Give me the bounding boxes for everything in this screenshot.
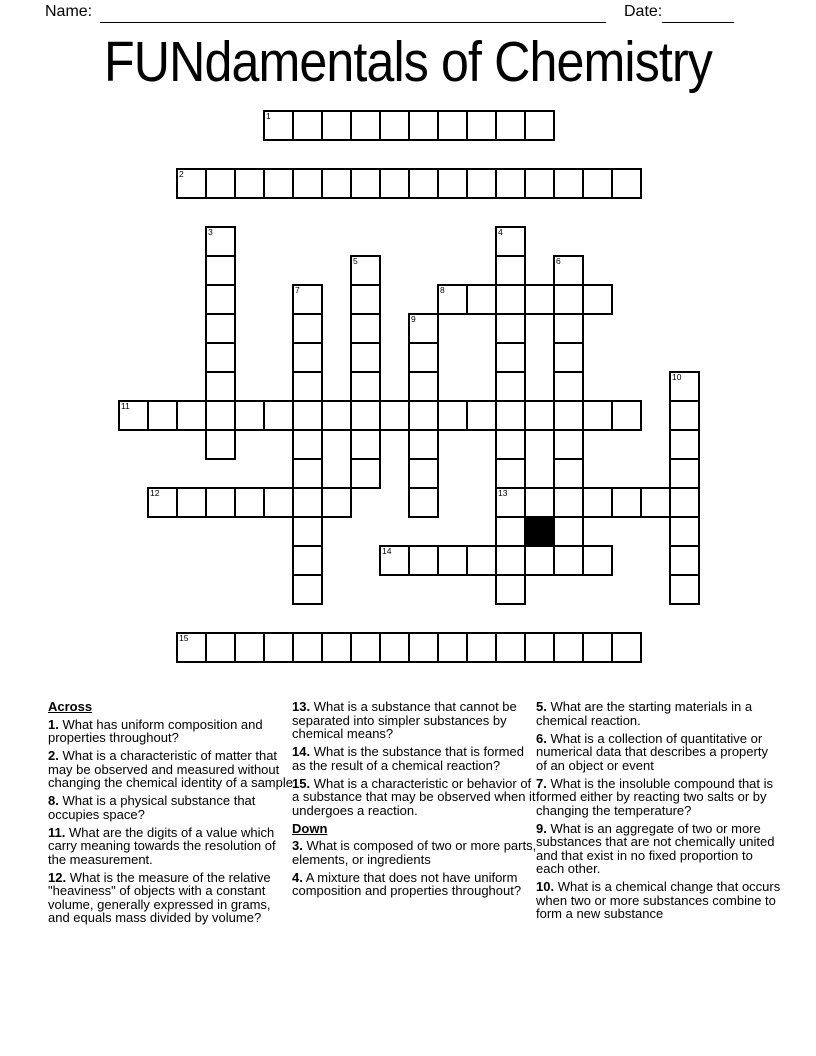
grid-cell: [611, 632, 642, 663]
grid-cell-number: 3: [208, 227, 213, 237]
clue-5: [536, 700, 781, 727]
grid-cell-number: 9: [411, 314, 416, 324]
grid-cell: [495, 632, 526, 663]
clue-text: What is the substance that is formed as the result of a chemical reaction?: [292, 744, 524, 773]
clue-number: 3.: [292, 838, 303, 853]
grid-cell-number: 12: [150, 488, 160, 498]
grid-cell: [147, 487, 178, 518]
grid-cell: [611, 400, 642, 431]
clue-3: [292, 839, 537, 866]
grid-cell: [553, 342, 584, 373]
grid-cell: [292, 110, 323, 141]
grid-cell: [495, 545, 526, 576]
grid-cell: [466, 632, 497, 663]
grid-cell: [408, 342, 439, 373]
grid-cell: [350, 342, 381, 373]
grid-cell: [147, 400, 178, 431]
grid-cell-number: 4: [498, 227, 503, 237]
clue-text: What is the insoluble compound that is formed either by reacting two salts or by changing the temperature?: [536, 775, 774, 818]
grid-cell: [350, 458, 381, 489]
clue-number: 11.: [48, 824, 66, 840]
grid-cell: [495, 168, 526, 199]
name-label: Name:: [45, 3, 93, 20]
grid-cell: [379, 168, 410, 199]
clue-text: What is a substance that cannot be separated into simpler substances by chemical means?: [292, 699, 517, 741]
grid-cell: [350, 632, 381, 663]
grid-cell: [437, 284, 468, 315]
grid-cell: [379, 110, 410, 141]
grid-cell-number: 10: [672, 372, 682, 382]
clue-text: What is the measure of the relative "heaviness" of objects with a constant volume, generally expressed in grams, and equals mass divided by volume?: [48, 869, 271, 925]
grid-cell: [553, 516, 584, 547]
grid-cell: [495, 255, 526, 286]
clue-heading-across: Across: [48, 699, 93, 714]
grid-cell: [437, 110, 468, 141]
grid-cell-number: 5: [353, 256, 358, 266]
grid-cell-number: 13: [498, 488, 508, 498]
grid-cell: [350, 168, 381, 199]
grid-cell: [553, 400, 584, 431]
grid-cell: [553, 545, 584, 576]
grid-cell: [553, 371, 584, 402]
grid-cell: [437, 400, 468, 431]
grid-cell: [292, 632, 323, 663]
grid-cell: [553, 168, 584, 199]
grid-cell: [408, 487, 439, 518]
clue-text: What is composed of two or more parts, elements, or ingredients: [292, 838, 537, 867]
clue-number: 9.: [536, 820, 547, 836]
clue-13: [292, 700, 537, 741]
grid-cell: [553, 284, 584, 315]
grid-cell: [350, 313, 381, 344]
grid-cell: [205, 168, 236, 199]
grid-cell: [292, 516, 323, 547]
clue-number: 1.: [48, 716, 59, 732]
grid-cell: [669, 545, 700, 576]
page-title: FUNdamentals of Chemistry: [104, 30, 712, 94]
grid-cell: [205, 255, 236, 286]
grid-cell: [350, 371, 381, 402]
grid-cell: [408, 110, 439, 141]
grid-cell: [495, 400, 526, 431]
grid-cell: [408, 371, 439, 402]
date-label: Date:: [624, 3, 663, 20]
grid-cell: [524, 400, 555, 431]
grid-cell: [495, 313, 526, 344]
grid-cell: [292, 574, 323, 605]
grid-cell: [292, 458, 323, 489]
grid-cell: [582, 545, 613, 576]
grid-cell: [495, 429, 526, 460]
grid-cell: [669, 458, 700, 489]
grid-cell: [408, 458, 439, 489]
clue-10: [536, 880, 781, 921]
grid-cell: [292, 487, 323, 518]
clue-column-down: [536, 700, 781, 925]
clue-number: 15.: [292, 775, 311, 791]
clue-text: What is a collection of quantitative or numerical data that describes a property of an object or event: [536, 730, 768, 773]
clue-text: A mixture that does not have uniform composition and properties throughout?: [292, 869, 522, 898]
clue-number: 6.: [536, 730, 547, 746]
grid-cell-number: 7: [295, 285, 300, 295]
clue-column-across: [48, 700, 293, 929]
grid-cell: [176, 632, 207, 663]
grid-cell: [553, 487, 584, 518]
grid-cell: [582, 632, 613, 663]
clue-column-middle: [292, 700, 537, 902]
grid-cell: [292, 168, 323, 199]
grid-cell: [234, 487, 265, 518]
clue-number: 2.: [48, 748, 59, 763]
grid-cell: [350, 284, 381, 315]
grid-cell: [205, 632, 236, 663]
clue-number: 8.: [48, 793, 59, 808]
grid-cell: [176, 487, 207, 518]
clue-15: [292, 777, 537, 818]
grid-cell-number: 2: [179, 169, 184, 179]
grid-cell: [611, 168, 642, 199]
grid-cell: [582, 487, 613, 518]
grid-cell: [669, 516, 700, 547]
grid-cell: [669, 574, 700, 605]
clue-text: What is a chemical change that occurs when two or more substances combine to form a new substance: [536, 879, 781, 921]
grid-cell: [205, 313, 236, 344]
clue-6: [536, 732, 781, 773]
grid-cell: [350, 255, 381, 286]
grid-cell: [495, 110, 526, 141]
grid-cell: [408, 429, 439, 460]
grid-cell: [234, 168, 265, 199]
clue-number: 13.: [292, 699, 311, 714]
grid-cell: [524, 632, 555, 663]
clue-12: [48, 871, 293, 925]
clue-number: 10.: [536, 879, 555, 894]
grid-cell-number: 6: [556, 256, 561, 266]
clue-number: 4.: [292, 869, 303, 885]
grid-cell: [524, 284, 555, 315]
grid-cell: [205, 284, 236, 315]
grid-cell: [292, 313, 323, 344]
grid-cell: [176, 400, 207, 431]
grid-cell: [292, 400, 323, 431]
grid-cell-number: 11: [121, 401, 130, 411]
grid-cell: [292, 429, 323, 460]
grid-cell: [379, 545, 410, 576]
clue-1: [48, 718, 293, 745]
grid-cell: [292, 371, 323, 402]
grid-cell: [292, 284, 323, 315]
grid-cell: [292, 545, 323, 576]
grid-cell: [582, 284, 613, 315]
grid-cell: [321, 400, 352, 431]
grid-cell: [495, 226, 526, 257]
clue-9: [536, 822, 781, 876]
grid-cell-number: 8: [440, 285, 445, 295]
grid-cell: [524, 545, 555, 576]
clue-number: 14.: [292, 744, 311, 759]
grid-cell: [495, 574, 526, 605]
grid-cell: [379, 400, 410, 431]
grid-cell: [669, 400, 700, 431]
grid-cell: [205, 226, 236, 257]
clue-text: What are the starting materials in a chemical reaction.: [536, 699, 753, 728]
grid-cell: [437, 632, 468, 663]
grid-cell: [263, 168, 294, 199]
grid-cell: [466, 284, 497, 315]
clue-11: [48, 826, 293, 867]
clue-text: What is a characteristic or behavior of a substance that may be observed when it undergoes a reaction.: [292, 775, 536, 818]
clue-7: [536, 777, 781, 818]
grid-cell: [669, 429, 700, 460]
clue-number: 12.: [48, 869, 67, 885]
grid-cell: [466, 545, 497, 576]
grid-cell: [321, 632, 352, 663]
grid-cell: [611, 487, 642, 518]
grid-cell: [437, 168, 468, 199]
grid-cell: [205, 487, 236, 518]
grid-cell: [176, 168, 207, 199]
clue-text: What has uniform composition and properties throughout?: [48, 716, 263, 745]
clue-text: What is a characteristic of matter that may be observed and measured without changing the chemical identity of a sample: [48, 748, 293, 790]
grid-cell-black: [524, 516, 555, 547]
grid-cell: [263, 632, 294, 663]
grid-cell: [495, 342, 526, 373]
grid-cell: [263, 487, 294, 518]
grid-cell: [234, 632, 265, 663]
grid-cell: [205, 429, 236, 460]
grid-cell: [437, 545, 468, 576]
clue-8: [48, 794, 293, 821]
grid-cell: [350, 110, 381, 141]
grid-cell: [640, 487, 671, 518]
grid-cell: [350, 429, 381, 460]
grid-cell: [118, 400, 149, 431]
grid-cell: [524, 168, 555, 199]
grid-cell: [582, 400, 613, 431]
grid-cell: [466, 110, 497, 141]
clue-14: [292, 745, 537, 772]
grid-cell: [234, 400, 265, 431]
grid-cell: [495, 516, 526, 547]
clue-4: [292, 871, 537, 898]
grid-cell: [321, 487, 352, 518]
grid-cell: [582, 168, 613, 199]
grid-cell: [553, 632, 584, 663]
grid-cell: [495, 487, 526, 518]
clue-2: [48, 749, 293, 790]
date-blank-line: [662, 2, 734, 23]
grid-cell: [553, 255, 584, 286]
grid-cell: [350, 400, 381, 431]
clue-text: What is an aggregate of two or more substances that are not chemically united and that exist in no fixed proportion to each other.: [536, 820, 775, 876]
clue-number: 5.: [536, 699, 547, 714]
grid-cell: [495, 284, 526, 315]
grid-cell: [553, 429, 584, 460]
clue-text: What are the digits of a value which carry meaning towards the resolution of the measurement.: [48, 824, 276, 867]
grid-cell: [669, 487, 700, 518]
grid-cell: [379, 632, 410, 663]
name-blank-line: [100, 2, 606, 23]
grid-cell: [205, 400, 236, 431]
grid-cell-number: 15: [179, 633, 189, 643]
grid-cell: [408, 400, 439, 431]
grid-cell: [408, 168, 439, 199]
grid-cell: [524, 487, 555, 518]
clue-number: 7.: [536, 775, 547, 791]
grid-cell: [408, 313, 439, 344]
grid-cell: [466, 168, 497, 199]
clue-text: What is a physical substance that occupies space?: [48, 793, 256, 822]
grid-cell: [292, 342, 323, 373]
grid-cell: [205, 371, 236, 402]
grid-cell: [466, 400, 497, 431]
grid-cell: [553, 458, 584, 489]
grid-cell-number: 1: [266, 111, 271, 121]
grid-cell: [495, 371, 526, 402]
grid-cell: [669, 371, 700, 402]
grid-cell: [321, 110, 352, 141]
grid-cell-number: 14: [382, 546, 392, 556]
grid-cell: [524, 110, 555, 141]
grid-cell: [205, 342, 236, 373]
clue-heading-down: Down: [292, 820, 328, 836]
grid-cell: [408, 632, 439, 663]
grid-cell: [408, 545, 439, 576]
grid-cell: [263, 400, 294, 431]
grid-cell: [553, 313, 584, 344]
grid-cell: [321, 168, 352, 199]
grid-cell: [263, 110, 294, 141]
grid-cell: [495, 458, 526, 489]
